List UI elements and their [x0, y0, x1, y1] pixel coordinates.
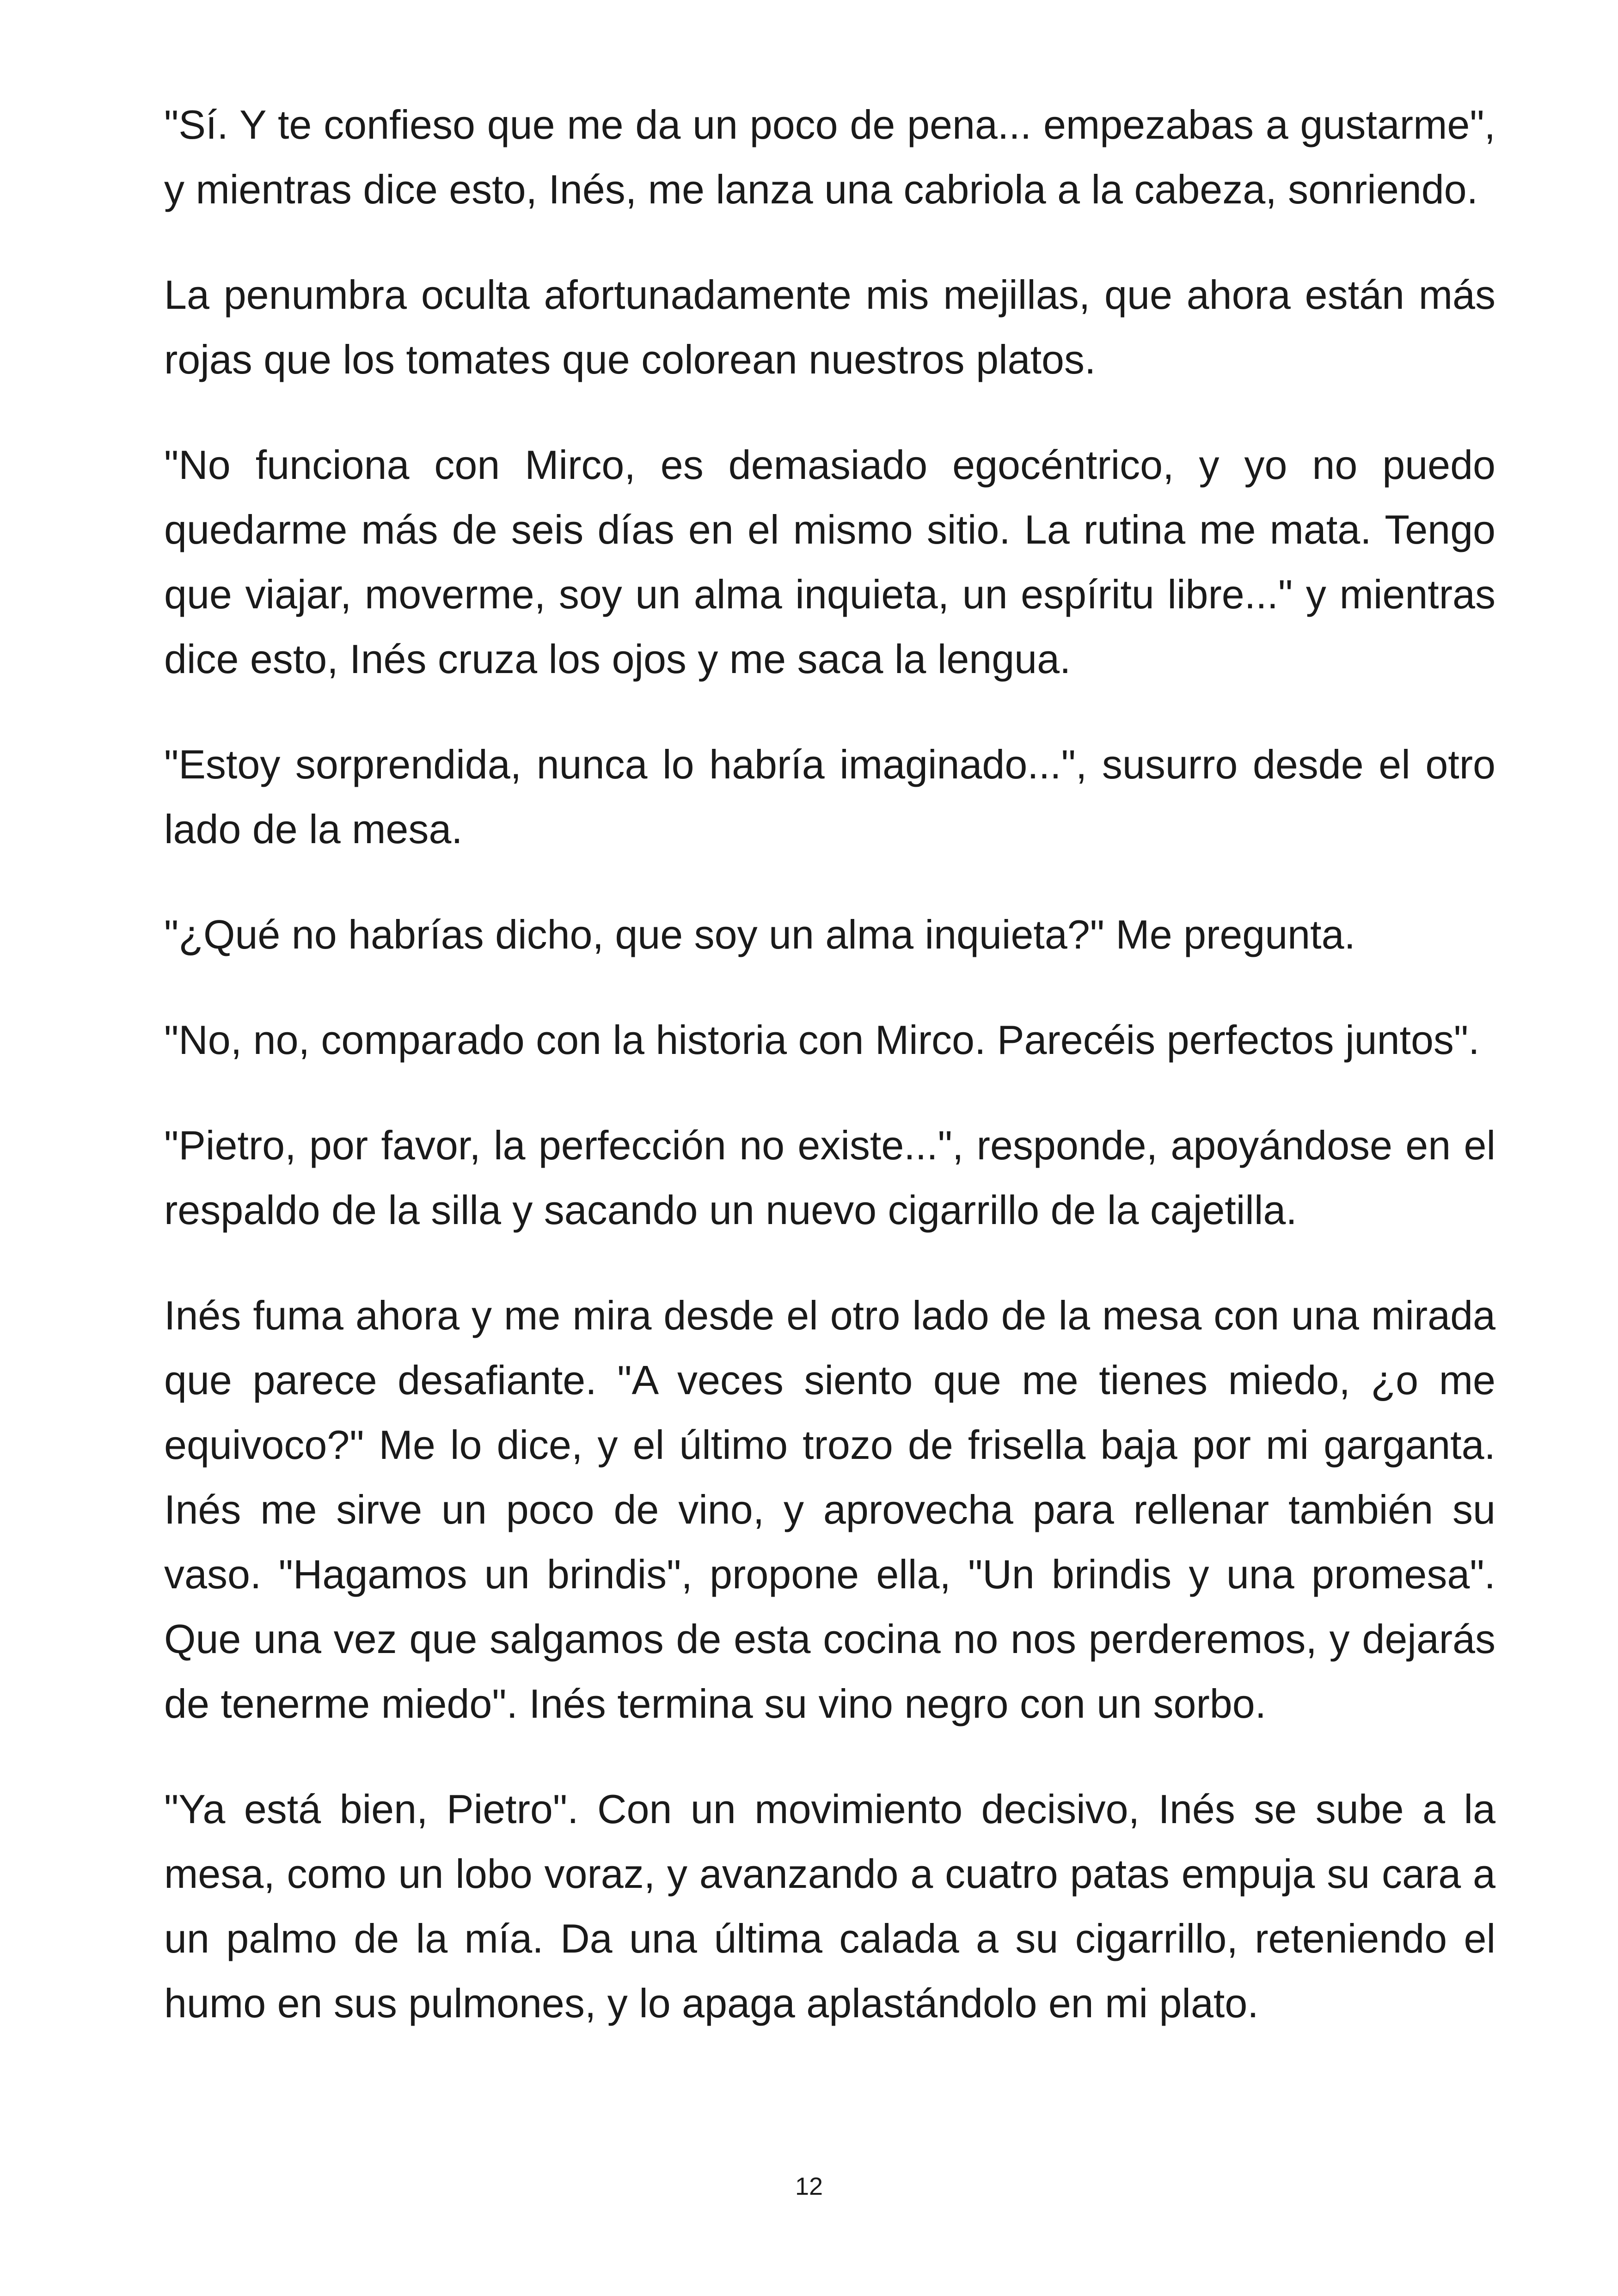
- page-number: 12: [795, 2173, 823, 2200]
- paragraph: "Sí. Y te confieso que me da un poco de pena... empezabas a gustarme", y mientras dice esto, Inés, me lanza una cabriola a la cabeza, sonriendo.: [164, 102, 1495, 212]
- paragraph: "No, no, comparado con la historia con Mirco. Parecéis perfectos juntos".: [164, 1017, 1480, 1063]
- page-body: [164, 92, 1495, 2076]
- paragraph: "Pietro, por favor, la perfección no existe...", responde, apoyándose en el respaldo de la silla y sacando un nuevo cigarrillo de la cajetilla.: [164, 1122, 1495, 1233]
- paragraph: "Estoy sorprendida, nunca lo habría imaginado...", susurro desde el otro lado de la mesa.: [164, 741, 1495, 852]
- paragraph: "Ya está bien, Pietro". Con un movimiento decisivo, Inés se sube a la mesa, como un lobo voraz, y avanzando a cuatro patas empuja su cara a un palmo de la mía. Da una última calada a su cigarrillo, reteniendo el humo en sus pulmones, y lo apaga aplastándolo en mi plato.: [164, 1786, 1495, 2026]
- paragraph: "¿Qué no habrías dicho, que soy un alma inquieta?" Me pregunta.: [164, 912, 1355, 957]
- paragraph: Inés fuma ahora y me mira desde el otro lado de la mesa con una mirada que parece desafiante. "A veces siento que me tienes miedo, ¿o me equivoco?" Me lo dice, y el último trozo de frisella baja por mi garganta. Inés me sirve un poco de vino, y aprovecha para rellenar también su vaso. "Hagamos un brindis", propone ella, "Un brindis y una promesa". Que una vez que salgamos de esta cocina no nos perderemos, y dejarás de tenerme miedo". Inés termina su vino negro con un sorbo.: [164, 1292, 1495, 1727]
- paragraph: "No funciona con Mirco, es demasiado egocéntrico, y yo no puedo quedarme más de seis días en el mismo sitio. La rutina me mata. Tengo que viajar, moverme, soy un alma inquieta, un espíritu libre..." y mientras dice esto, Inés cruza los ojos y me saca la lengua.: [164, 442, 1495, 682]
- paragraph: La penumbra oculta afortunadamente mis mejillas, que ahora están más rojas que los tomates que colorean nuestros platos.: [164, 272, 1495, 382]
